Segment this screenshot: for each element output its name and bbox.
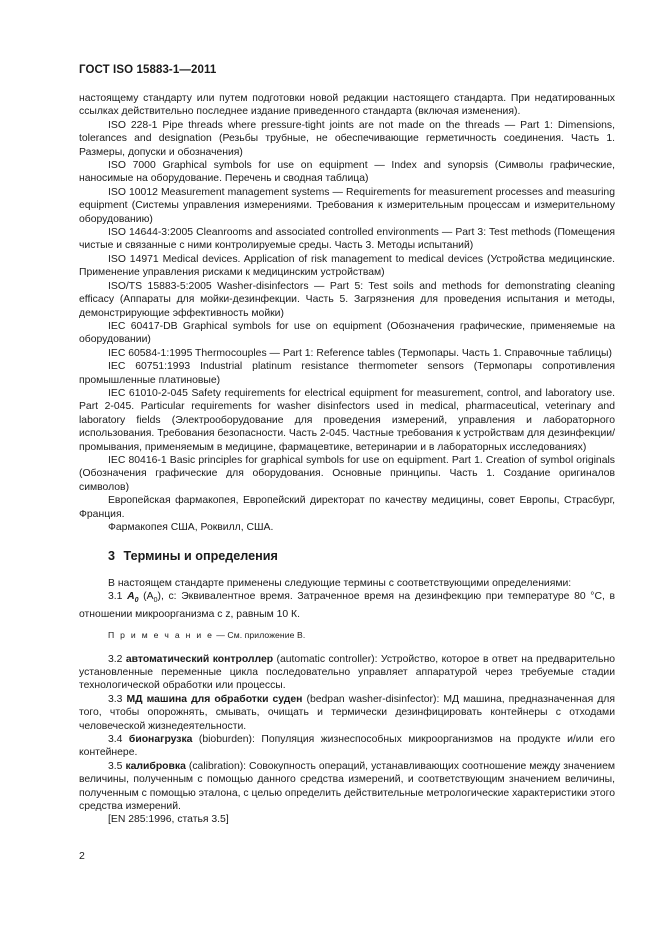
- reference-european-pharmacopoeia: Европейская фармакопея, Европейский директорат по качеству медицины, совет Европы, Страсбург, Франция.: [79, 495, 615, 520]
- term-name: калибровка: [125, 760, 186, 772]
- term-number: 3.1: [108, 591, 123, 603]
- section-number: 3: [108, 549, 116, 564]
- note-label: П р и м е ч а н и е: [108, 630, 214, 641]
- term-name: автоматический контроллер: [125, 653, 274, 665]
- reference-iso-228-1: ISO 228-1 Pipe threads where pressure-tight joints are not made on the threads — Part 1: Dimensions, tolerances and designation (Резьбы трубные, не обеспечивающие герметичность соединения. Часть 1. Размеры, допуски и обозначения): [79, 119, 615, 158]
- reference-iec-61010-2-045: IEC 61010-2-045 Safety requirements for electrical equipment for measurement, control, and laboratory use. Part 2-045. Particular requirements for washer disinfectors used in medical, pharmaceutical, veterinary and laboratory fields (Электрооборудование для проведения измерений, управления и лабораторного использования. Требования безопасности. Часть 2-045. Частные требования к устройствам для дезинфекции/промывания, применяемым в медицине, фармацевтике, ветеринарии и в лабораторных исследованиях): [79, 387, 615, 453]
- reference-iso-ts-15883-5: ISO/TS 15883-5:2005 Washer-disinfectors — Part 5: Test soils and methods for demonstrating cleaning efficacy (Аппараты для мойки-дезинфекции. Часть 5. Загрязнения для проведения испытания и методы, демонстрирующие эффективность мойки): [79, 280, 615, 319]
- reference-iec-60751: IEC 60751:1993 Industrial platinum resistance thermometer sensors (Термопары сопротивления промышленные платиновые): [79, 361, 615, 386]
- reference-iec-80416-1: IEC 80416-1 Basic principles for graphical symbols for use on equipment. Part 1. Creation of symbol originals (Обозначения графические для оборудования. Основные принципы. Часть 1. Создание оригиналов символов): [79, 454, 615, 493]
- term-definition: (calibration): Совокупность операций, устанавливающих соотношение между значением величины, полученным с помощью данного средства измерений, и соответствующим значением величины, полученным с помощью эталона, с целью определить действительные метрологические характеристики этого средства измерений.: [79, 760, 616, 812]
- term-definition: ), c: Эквивалентное время. Затраченное время на дезинфекцию при температуре 80 °С, в отношении микроорганизма с z, равным 10 К.: [79, 591, 616, 620]
- page-content: [79, 92, 615, 827]
- term-symbol-subscript: 0: [134, 597, 139, 605]
- term-number: 3.3: [108, 693, 123, 705]
- term-number: 3.2: [108, 653, 123, 665]
- term-name: бионагрузка: [128, 733, 193, 745]
- note: [79, 629, 615, 642]
- term-number: 3.4: [108, 733, 123, 745]
- term-definition: (bedpan washer-disinfector): МД машина, предназначенная для того, чтобы опорожнять, смывать, очищать и термически дезинфицировать контейнеры с отходами человеческой жизнедеятельности.: [79, 693, 615, 732]
- document-header: ГОСТ ISO 15883-1—2011: [79, 64, 217, 76]
- section-intro: В настоящем стандарте применены следующие термины с соответствующими определениями:: [108, 577, 572, 589]
- term-name: МД машина для обработки суден: [126, 693, 303, 705]
- reference-iso-10012: ISO 10012 Measurement management systems — Requirements for measurement processes and measuring equipment (Системы управления измерениями. Требования к измерительным процессам и измерительному оборудованию): [79, 186, 615, 225]
- term-symbol-alt-subscript: 0: [153, 597, 158, 605]
- term-3-5: [79, 760, 615, 814]
- term-3-4: [79, 733, 615, 760]
- reference-iec-60584-1: IEC 60584-1:1995 Thermocouples — Part 1: Reference tables (Термопары. Часть 1. Справочные таблицы): [108, 347, 612, 359]
- section-heading: [79, 550, 615, 563]
- page-number: 2: [79, 850, 85, 862]
- term-definition: (automatic controller): Устройство, которое в ответ на предварительно установленные переменные цикла последовательно управляет аппаратурой через требуемые стадии технологической обработки или процессы.: [79, 653, 615, 692]
- term-3-1: [79, 590, 615, 621]
- term-symbol: A: [127, 591, 135, 603]
- reference-usp: Фармакопея США, Роквилл, США.: [108, 522, 274, 533]
- continuation-paragraph: настоящему стандарту или путем подготовки новой редакции настоящего стандарта. При недатированных ссылках действительно последнее издание приведенного стандарта (включая изменения).: [79, 93, 615, 118]
- reference-iso-7000: ISO 7000 Graphical symbols for use on equipment — Index and synopsis (Символы графические, наносимые на оборудование. Перечень и сводная таблица): [79, 160, 615, 185]
- source-reference: [EN 285:1996, статья 3.5]: [108, 814, 229, 826]
- reference-iec-60417: IEC 60417-DB Graphical symbols for use on equipment (Обозначения графические, применяемые на оборудовании): [79, 320, 615, 346]
- term-definition: (bioburden): Популяция жизнеспособных микроорганизмов на продукте и/или его контейнере.: [79, 733, 616, 759]
- term-3-3: [79, 693, 615, 733]
- reference-iso-14644-3: ISO 14644-3:2005 Cleanrooms and associated controlled environments — Part 3: Test methods (Помещения чистые и связанные с ними контролируемые среды. Часть 3. Методы испытаний): [79, 227, 615, 252]
- term-3-2: [79, 653, 615, 693]
- term-symbol-alt: (A: [138, 591, 154, 603]
- section-title: Термины и определения: [123, 549, 278, 564]
- reference-iso-14971: ISO 14971 Medical devices. Application of risk management to medical devices (Устройства медицинские. Применение управления рисками к медицинским устройствам): [79, 253, 615, 279]
- note-text: — См. приложение В.: [213, 630, 306, 641]
- term-number: 3.5: [108, 760, 123, 772]
